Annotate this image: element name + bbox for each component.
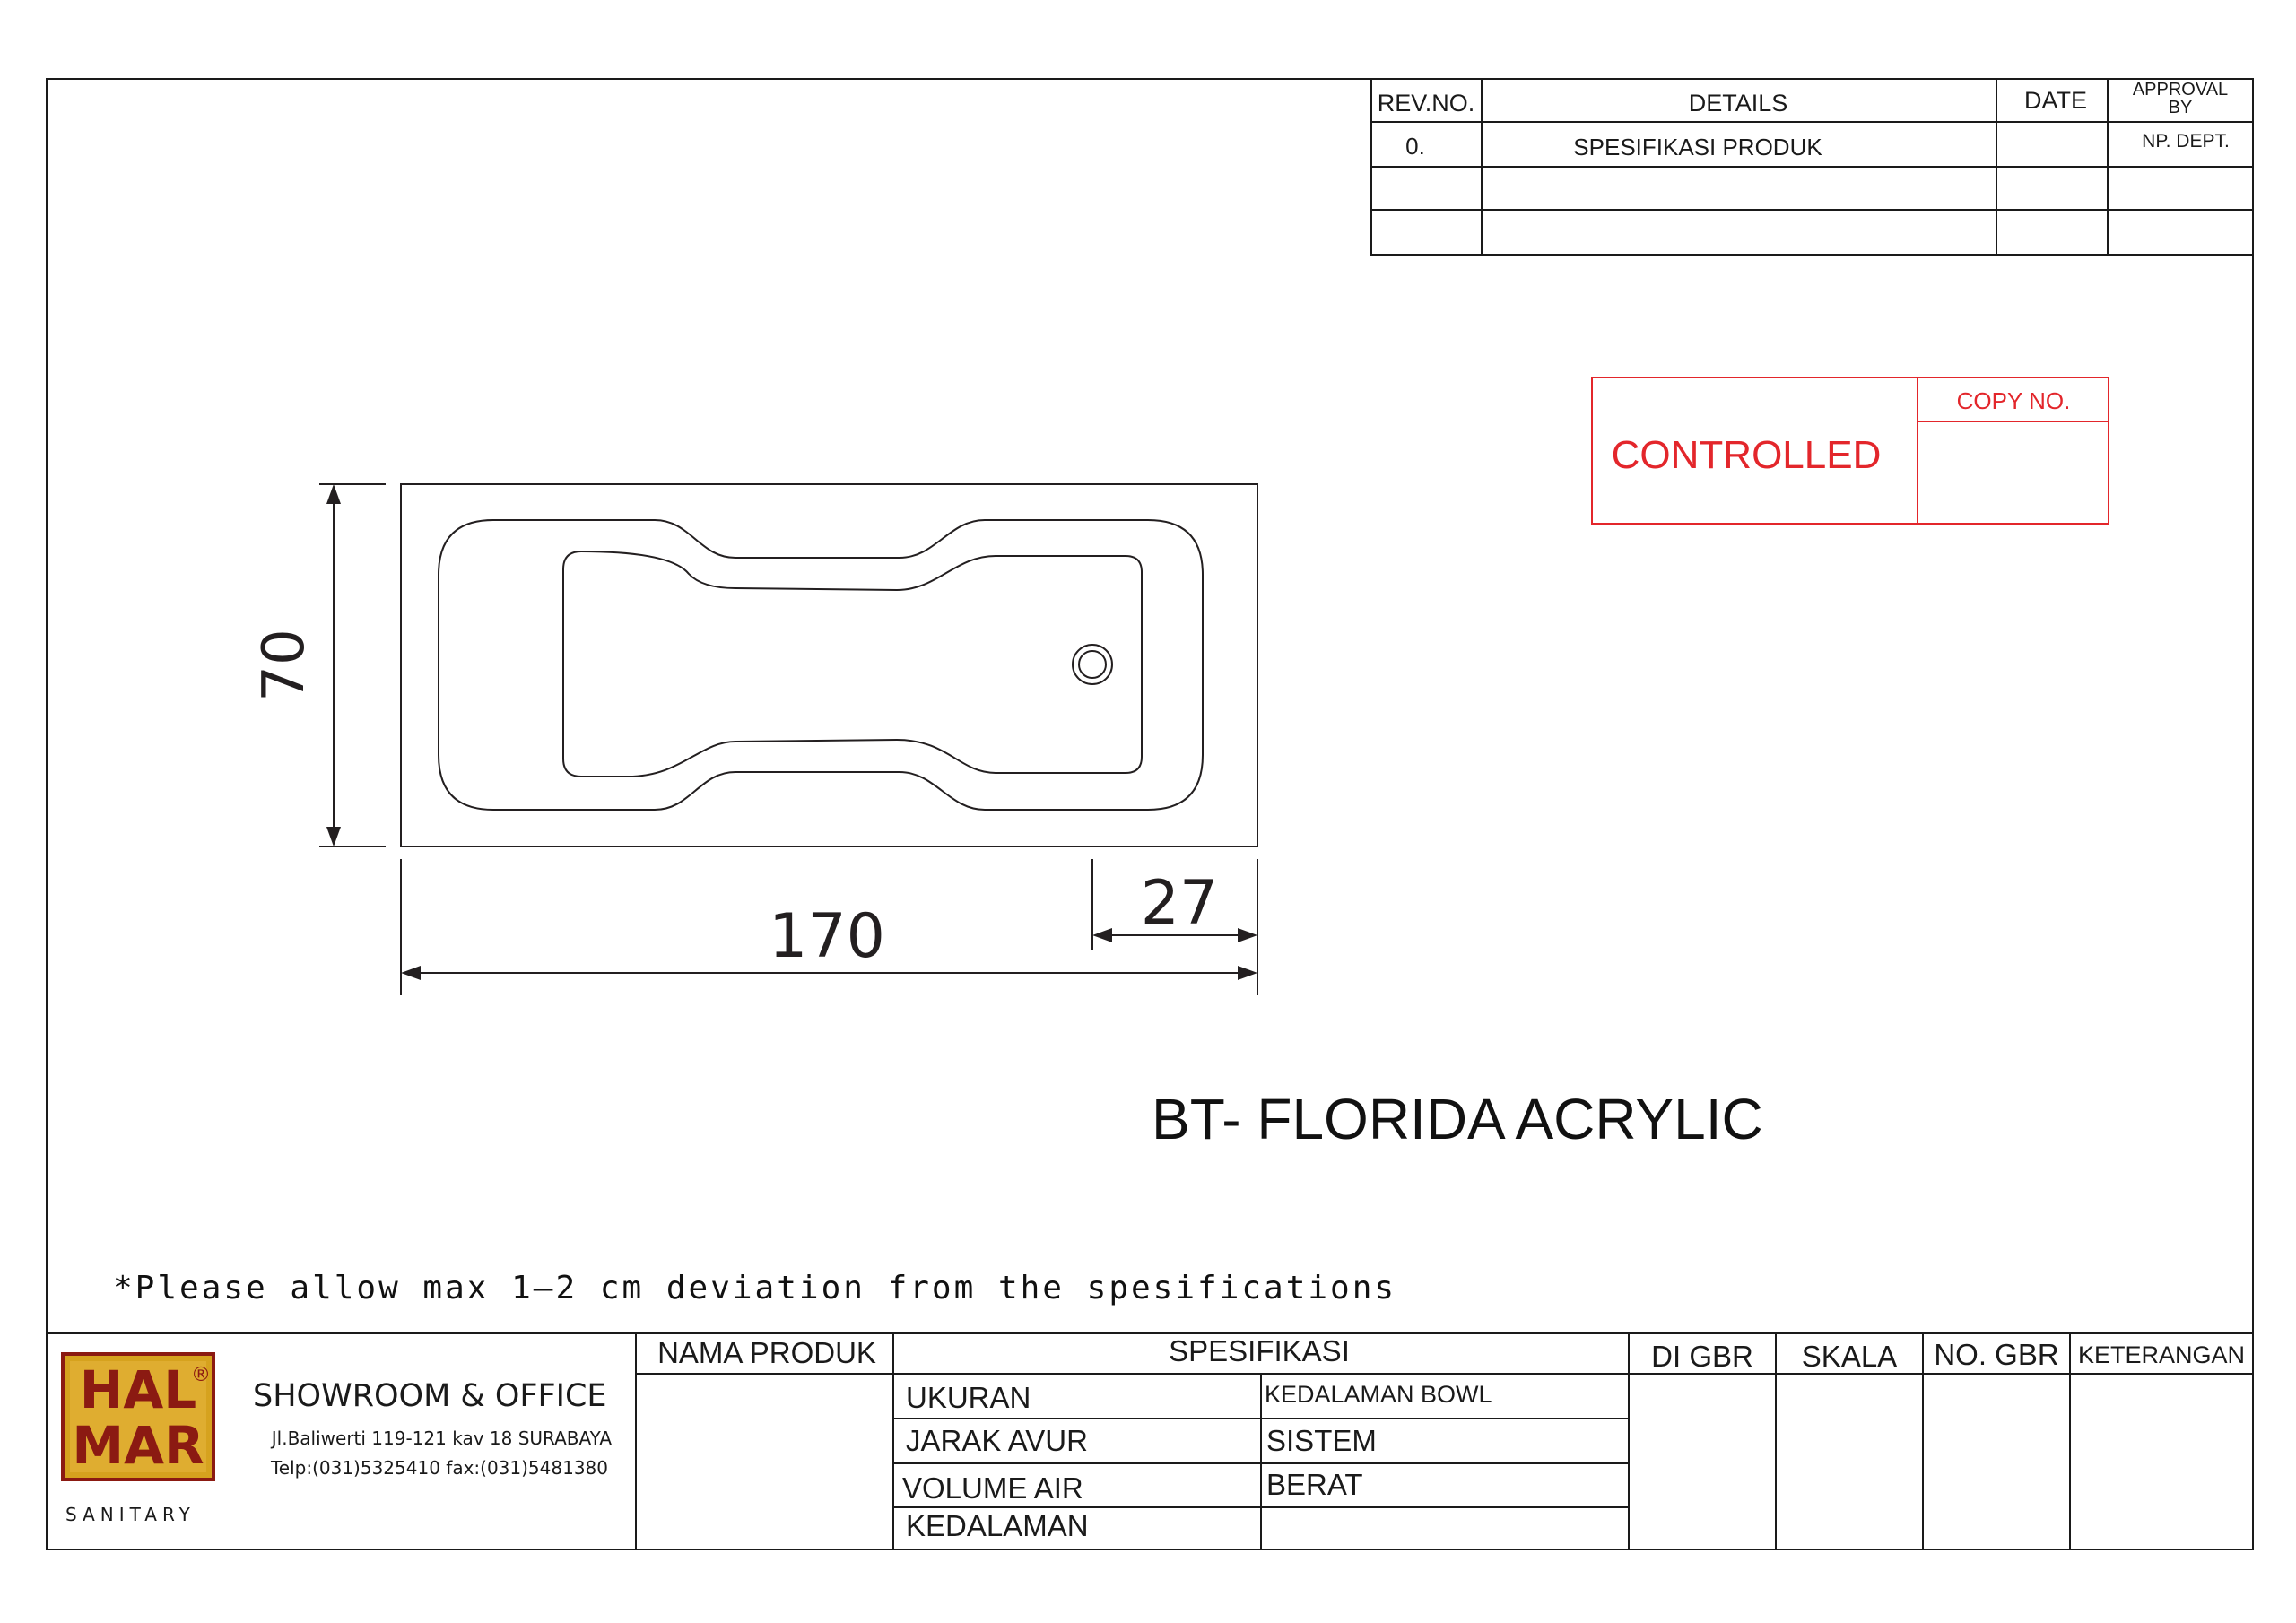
company-address: Jl.Baliwerti 119-121 kav 18 SURABAYA [271, 1428, 612, 1449]
deviation-note: *Please allow max 1—2 cm deviation from the spesifications [113, 1270, 1397, 1306]
spec-kedalaman-bowl: KEDALAMAN BOWL [1265, 1381, 1492, 1408]
height-dimension [319, 484, 386, 846]
di-gbr-header: DI GBR [1651, 1340, 1753, 1373]
spec-volume-air: VOLUME AIR [902, 1471, 1083, 1505]
company-tagline: SANITARY [65, 1504, 196, 1525]
skala-header: SKALA [1801, 1340, 1898, 1373]
keterangan-header: KETERANGAN [2077, 1341, 2246, 1368]
sheet-border [47, 79, 2253, 1549]
drain-inner [1079, 651, 1106, 678]
tub-basin-outline [439, 520, 1203, 810]
details-cell: SPESIFIKASI PRODUK [1573, 134, 1822, 161]
spec-kedalaman: KEDALAMAN [906, 1509, 1089, 1542]
spec-berat: BERAT [1266, 1468, 1363, 1501]
registered-mark: ® [191, 1364, 211, 1386]
company-phone: Telp:(031)5325410 fax:(031)5481380 [270, 1457, 608, 1479]
spec-sistem: SISTEM [1266, 1424, 1377, 1457]
controlled-label: CONTROLLED [1611, 433, 1882, 477]
approval-header: APPROVAL [2132, 80, 2229, 100]
no-gbr-header: NO. GBR [1934, 1338, 2059, 1371]
logo-text-line1: HAL [79, 1359, 197, 1420]
rev-no-header: REV.NO. [1377, 90, 1475, 117]
spec-ukuran: UKURAN [906, 1381, 1031, 1414]
rev-no-cell: 0. [1405, 133, 1425, 160]
length-dimension-label: 170 [769, 901, 885, 972]
nama-produk-header: NAMA PRODUK [657, 1336, 876, 1369]
product-title: BT- FLORIDA ACRYLIC [1152, 1087, 1763, 1151]
logo-text-line2: MAR [72, 1415, 204, 1476]
date-header: DATE [2023, 87, 2088, 114]
copy-no-label: COPY NO. [1956, 387, 2071, 414]
bathtub-plan [401, 484, 1257, 846]
revision-table [1371, 79, 2253, 255]
spesifikasi-header: SPESIFIKASI [1169, 1334, 1350, 1367]
halmar-logo [63, 1354, 213, 1480]
tub-floor-outline [563, 551, 1142, 777]
approval-cell: NP. DEPT. [2142, 131, 2230, 152]
office-label: SHOWROOM & OFFICE [253, 1378, 607, 1414]
details-header: DETAILS [1688, 90, 1788, 117]
spec-jarak-avur: JARAK AVUR [906, 1424, 1088, 1457]
approval-by-header: BY [2168, 98, 2193, 117]
height-dimension-label: 70 [251, 629, 317, 702]
tub-outer-rim [401, 484, 1257, 846]
offset-dimension-label: 27 [1140, 868, 1219, 939]
